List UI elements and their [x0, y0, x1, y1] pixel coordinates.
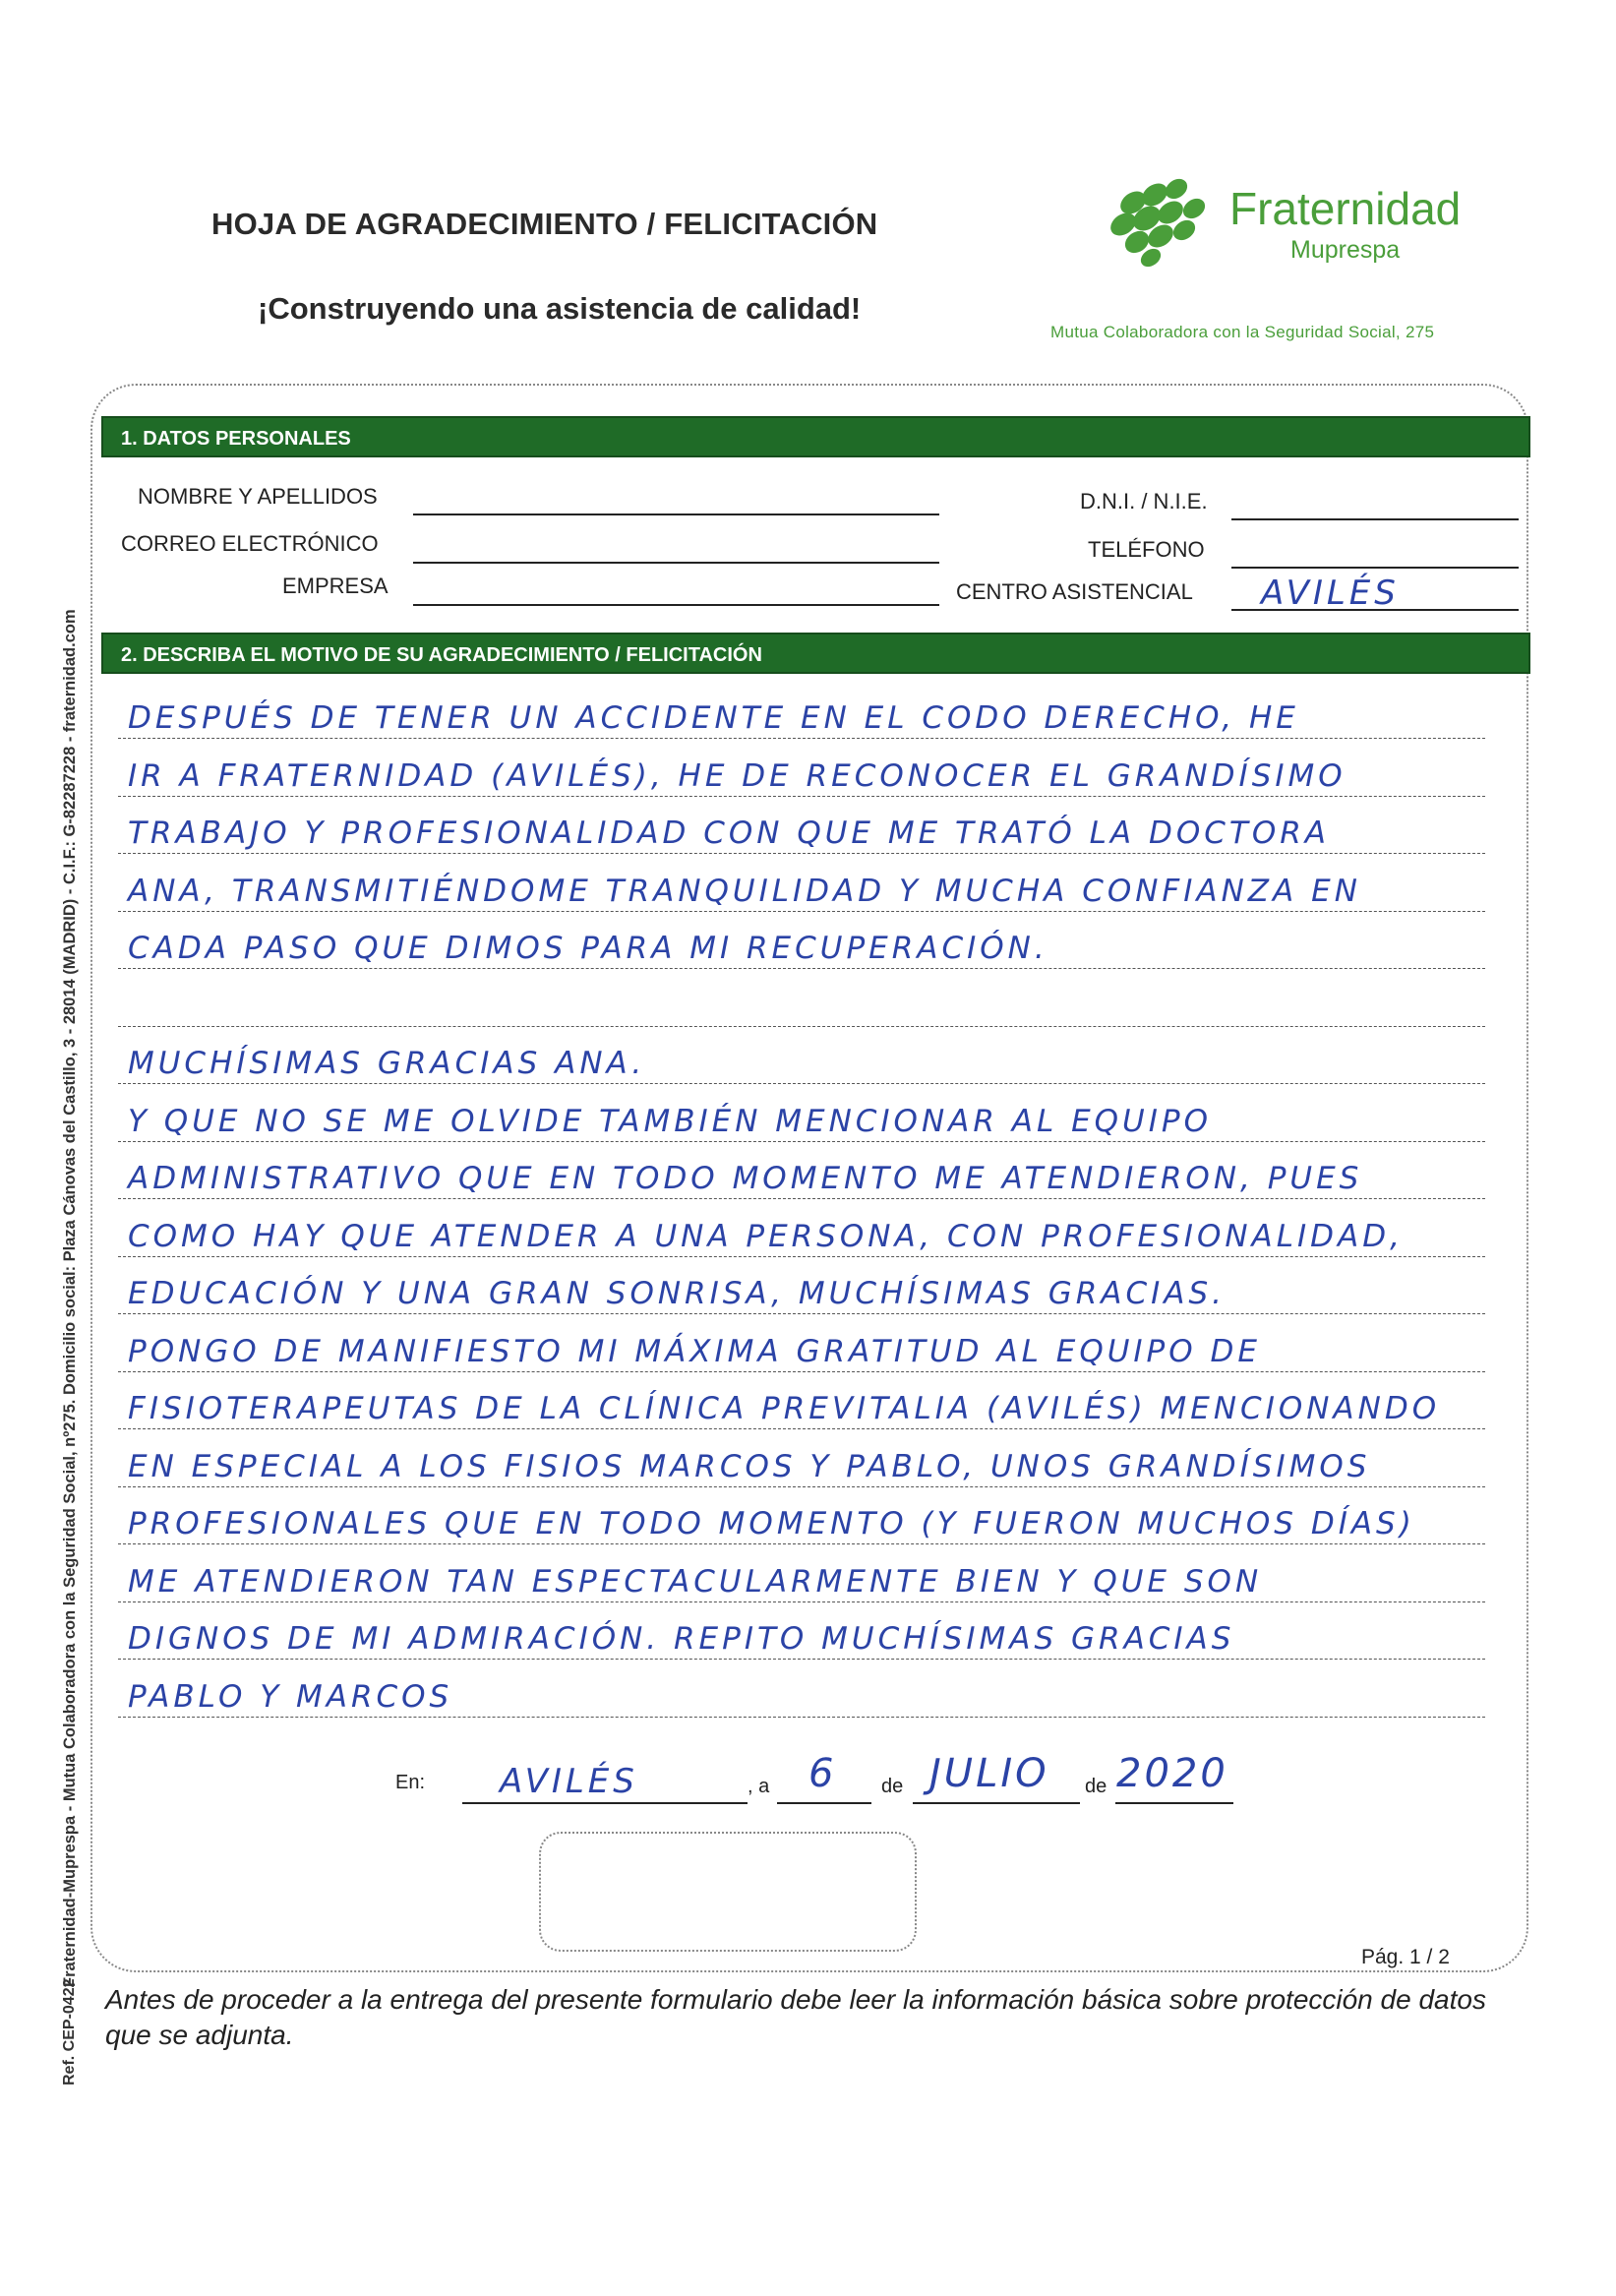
- legal-side-text: Fraternidad-Muprespa - Mutua Colaboradora con la Seguridad Social, nº275. Domicilio social: Plaza Cánovas del Castillo, 3 - 28014 (MADRID) - C.I.F.: G-82287228 - fraternidad.com: [61, 609, 79, 1987]
- en-label: En:: [395, 1772, 426, 1793]
- message-line: PABLO Y MARCOS: [128, 1679, 453, 1715]
- message-line: MUCHÍSIMAS GRACIAS ANA.: [128, 1046, 646, 1081]
- section-personal-data-header: 1. DATOS PERSONALES: [101, 416, 1530, 457]
- message-line: IR A FRATERNIDAD (AVILÉS), HE DE RECONOCER EL GRANDÍSIMO: [128, 758, 1347, 794]
- logo-subtitle: Muprespa: [1290, 236, 1401, 264]
- month-value: JULIO: [929, 1751, 1049, 1796]
- a-label: , a: [748, 1776, 770, 1797]
- center-label: CENTRO ASISTENCIAL: [956, 579, 1193, 604]
- section-reason-header: 2. DESCRIBA EL MOTIVO DE SU AGRADECIMIENTO / FELICITACIÓN: [101, 633, 1530, 674]
- dni-field[interactable]: [1231, 495, 1519, 520]
- form-subtitle: ¡Construyendo una asistencia de calidad!: [258, 291, 862, 326]
- email-field[interactable]: [413, 538, 939, 564]
- message-line: ME ATENDIERON TAN ESPECTACULARMENTE BIEN Y QUE SON: [128, 1564, 1263, 1600]
- message-line: ANA, TRANSMITIÉNDOME TRANQUILIDAD Y MUCHA CONFIANZA EN: [128, 874, 1361, 909]
- ruled-line: [118, 1601, 1485, 1602]
- company-field[interactable]: [413, 580, 939, 606]
- fraternidad-logo-icon: [1094, 173, 1222, 272]
- message-line: ADMINISTRATIVO QUE EN TODO MOMENTO ME ATENDIERON, PUES: [128, 1161, 1363, 1196]
- ruled-line: [118, 911, 1485, 912]
- message-line: Y QUE NO SE ME OLVIDE TAMBIÉN MENCIONAR AL EQUIPO: [128, 1104, 1212, 1139]
- ruled-line: [118, 1717, 1485, 1718]
- de-label-2: de: [1085, 1776, 1107, 1797]
- message-line: COMO HAY QUE ATENDER A UNA PERSONA, CON PROFESIONALIDAD,: [128, 1219, 1404, 1254]
- ruled-line: [118, 1313, 1485, 1314]
- logo-wordmark: Fraternidad: [1229, 183, 1462, 234]
- ruled-line: [118, 1198, 1485, 1199]
- message-line: FISIOTERAPEUTAS DE LA CLÍNICA PREVITALIA (AVILÉS) MENCIONANDO: [128, 1391, 1441, 1426]
- signature-box[interactable]: [539, 1832, 917, 1952]
- ruled-line: [118, 1083, 1485, 1084]
- email-label: CORREO ELECTRÓNICO: [121, 531, 379, 556]
- ruled-line: [118, 1256, 1485, 1257]
- name-field[interactable]: [413, 490, 939, 515]
- ruled-line: [118, 1486, 1485, 1487]
- year-value: 2020: [1116, 1751, 1228, 1796]
- message-line: PONGO DE MANIFIESTO MI MÁXIMA GRATITUD AL EQUIPO DE: [128, 1334, 1261, 1369]
- logo-tagline: Mutua Colaboradora con la Seguridad Social, 275: [1050, 323, 1435, 341]
- ruled-line: [118, 1659, 1485, 1660]
- de-label-1: de: [881, 1776, 904, 1797]
- message-line: EDUCACIÓN Y UNA GRAN SONRISA, MUCHÍSIMAS GRACIAS.: [128, 1276, 1227, 1311]
- ruled-line: [118, 1141, 1485, 1142]
- data-protection-notice: Antes de proceder a la entrega del presente formulario debe leer la información básica sobre protección de datos que se adjunta.: [105, 1984, 1486, 2050]
- message-line: EN ESPECIAL A LOS FISIOS MARCOS Y PABLO, UNOS GRANDÍSIMOS: [128, 1449, 1371, 1484]
- ruled-line: [118, 1543, 1485, 1544]
- ruled-line: [118, 1371, 1485, 1372]
- message-line: CADA PASO QUE DIMOS PARA MI RECUPERACIÓN.: [128, 931, 1048, 966]
- ruled-line: [118, 738, 1485, 739]
- ruled-line: [118, 853, 1485, 854]
- center-value: AVILÉS: [1261, 574, 1400, 613]
- message-line: PROFESIONALES QUE EN TODO MOMENTO (Y FUERON MUCHOS DÍAS): [128, 1506, 1415, 1541]
- ruled-line: [118, 968, 1485, 969]
- message-line: TRABAJO Y PROFESIONALIDAD CON QUE ME TRATÓ LA DOCTORA: [128, 816, 1330, 851]
- reference-code: Ref. CEP-0422: [61, 1978, 78, 2085]
- form-title: HOJA DE AGRADECIMIENTO / FELICITACIÓN: [211, 207, 878, 241]
- ruled-line: [118, 1026, 1485, 1027]
- message-line: DIGNOS DE MI ADMIRACIÓN. REPITO MUCHÍSIMAS GRACIAS: [128, 1621, 1235, 1657]
- ruled-line: [118, 1428, 1485, 1429]
- ruled-line: [118, 796, 1485, 797]
- name-label: NOMBRE Y APELLIDOS: [138, 484, 378, 509]
- phone-field[interactable]: [1231, 543, 1519, 569]
- company-label: EMPRESA: [282, 574, 389, 598]
- page-number: Pág. 1 / 2: [1361, 1946, 1450, 1968]
- phone-label: TELÉFONO: [1088, 537, 1205, 562]
- day-value: 6: [808, 1751, 837, 1796]
- message-line: DESPUÉS DE TENER UN ACCIDENTE EN EL CODO DERECHO, HE: [128, 700, 1299, 736]
- place-value: AVILÉS: [500, 1762, 638, 1801]
- dni-label: D.N.I. / N.I.E.: [1080, 489, 1208, 514]
